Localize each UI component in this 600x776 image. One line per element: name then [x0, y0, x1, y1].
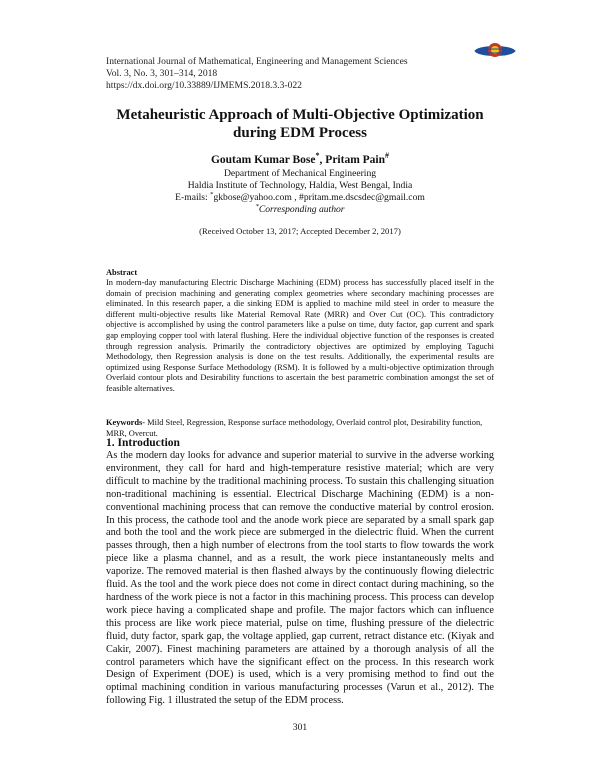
- author-mark: *: [315, 151, 320, 161]
- keywords-label: Keywords-: [106, 418, 146, 427]
- emails-line: [106, 192, 494, 204]
- page-number: 301: [292, 722, 308, 733]
- abstract-heading: Abstract: [106, 268, 138, 277]
- paper-title: Metaheuristic Approach of Multi-Objective Optimization during EDM Process: [116, 107, 484, 141]
- email-mark: *: [210, 190, 214, 198]
- journal-globe-logo-icon: [474, 40, 516, 62]
- author-mark: #: [385, 151, 390, 161]
- authors-line: [106, 153, 494, 167]
- abstract-text: In modern-day manufacturing Electric Discharge Machining (EDM) process has successfully placed itself in the domain of precision machining and generating complex geometries where secondary machining processes are eliminated. In this research paper, a die sinking EDM is applied to machine mild steel in order to measure the different multi-objective results like Material Removal Rate (MRR) and Over Cut (OC). This contradictory objective is accomplished by using the control parameters like a pulse on time, duty factor, gap current and spark gap employing copper tool with lateral flushing. Here the individual objective function of the responses is created through regression analysis. Primarily the contradictory objectives are optimized by employing Taguchi Methodology, then Regression analysis is done on the test results. Additionally, the experimental results are optimized using Response Surface Methodology (RSM). It is followed by a multi-objective optimization through Overlaid contour plots and Desirability functions to ascertain the best parametric combination amongst the set of feasible alternatives.: [106, 278, 494, 393]
- corresponding-mark: *: [255, 202, 259, 210]
- department: Department of Mechanical Engineering: [223, 168, 377, 179]
- institute: Haldia Institute of Technology, Haldia, West Bengal, India: [187, 180, 413, 191]
- emails-label: E-mails:: [175, 192, 211, 203]
- keywords-text: Mild Steel, Regression, Response surface methodology, Overlaid control plot, Desirability function, MRR, Overcut.: [106, 418, 483, 438]
- received-accepted-dates: (Received October 13, 2017; Accepted December 2, 2017): [199, 226, 401, 236]
- email-separator: ,: [291, 192, 300, 203]
- section-heading: 1. Introduction: [106, 437, 180, 449]
- corresponding-label: Corresponding author: [258, 204, 345, 215]
- author-separator: ,: [319, 154, 326, 166]
- journal-doi[interactable]: https://dx.doi.org/10.33889/IJMEMS.2018.3.3-022: [106, 80, 302, 91]
- section-body-text: As the modern day looks for advance and superior material to survive in the adverse working environment, they call for hard and high-temperature resistive material; which are very difficult to machine by the traditional machining process. To sustain this challenging situation non-traditional machining is essential. Electrical Discharge Machining (EDM) is a non-conventional machining process that can remove the conductive material by control erosion. In this process, the cathode tool and the anode work piece are separated by a small spark gap and both the tool and the work piece are submerged in the dielectric fluid. When the current passes through, then a high number of electrons from the tool starts to flow towards the work piece like a plasma channel, and as a result, the work piece instantaneously melts and vaporize. The removed material is then flashed always by the continuously flowing dielectric fluid. As the tool and the work piece does not come in direct contact during machining, so the hardness of the work piece is not a factor in this machining process. This process can develop work piece having a complicated shape and profile. The major factors which can influence this process are like work piece material, pulse on time, flushing pressure of the dielectric fluid, duty factor, spark gap, the voltage applied, gap current, retract distance etc. (Kiyak and Cakir, 2007). Finest machining parameters are attained by a thorough analysis of all the control parameters which have the significant effect on the process. In this research work Design of Experiment (DOE) is used, which is a very promising method to find out the optimal machining condition in various manufacturing processes (Varun et al., 2012). The following Fig. 1 illustrated the setup of the EDM process.: [106, 450, 494, 707]
- email-link[interactable]: #pritam.me.dscsdec@gmail.com: [299, 192, 425, 203]
- affiliation-block: [106, 168, 494, 216]
- journal-volume: Vol. 3, No. 3, 301–314, 2018: [106, 68, 218, 79]
- journal-name: International Journal of Mathematical, Engineering and Management Sciences: [106, 56, 408, 67]
- corresponding-author-note: [106, 204, 494, 216]
- email-link[interactable]: gkbose@yahoo.com: [213, 192, 292, 203]
- author-name: Goutam Kumar Bose: [210, 154, 316, 166]
- journal-header: [106, 56, 408, 92]
- author-name: Pritam Pain: [325, 154, 386, 166]
